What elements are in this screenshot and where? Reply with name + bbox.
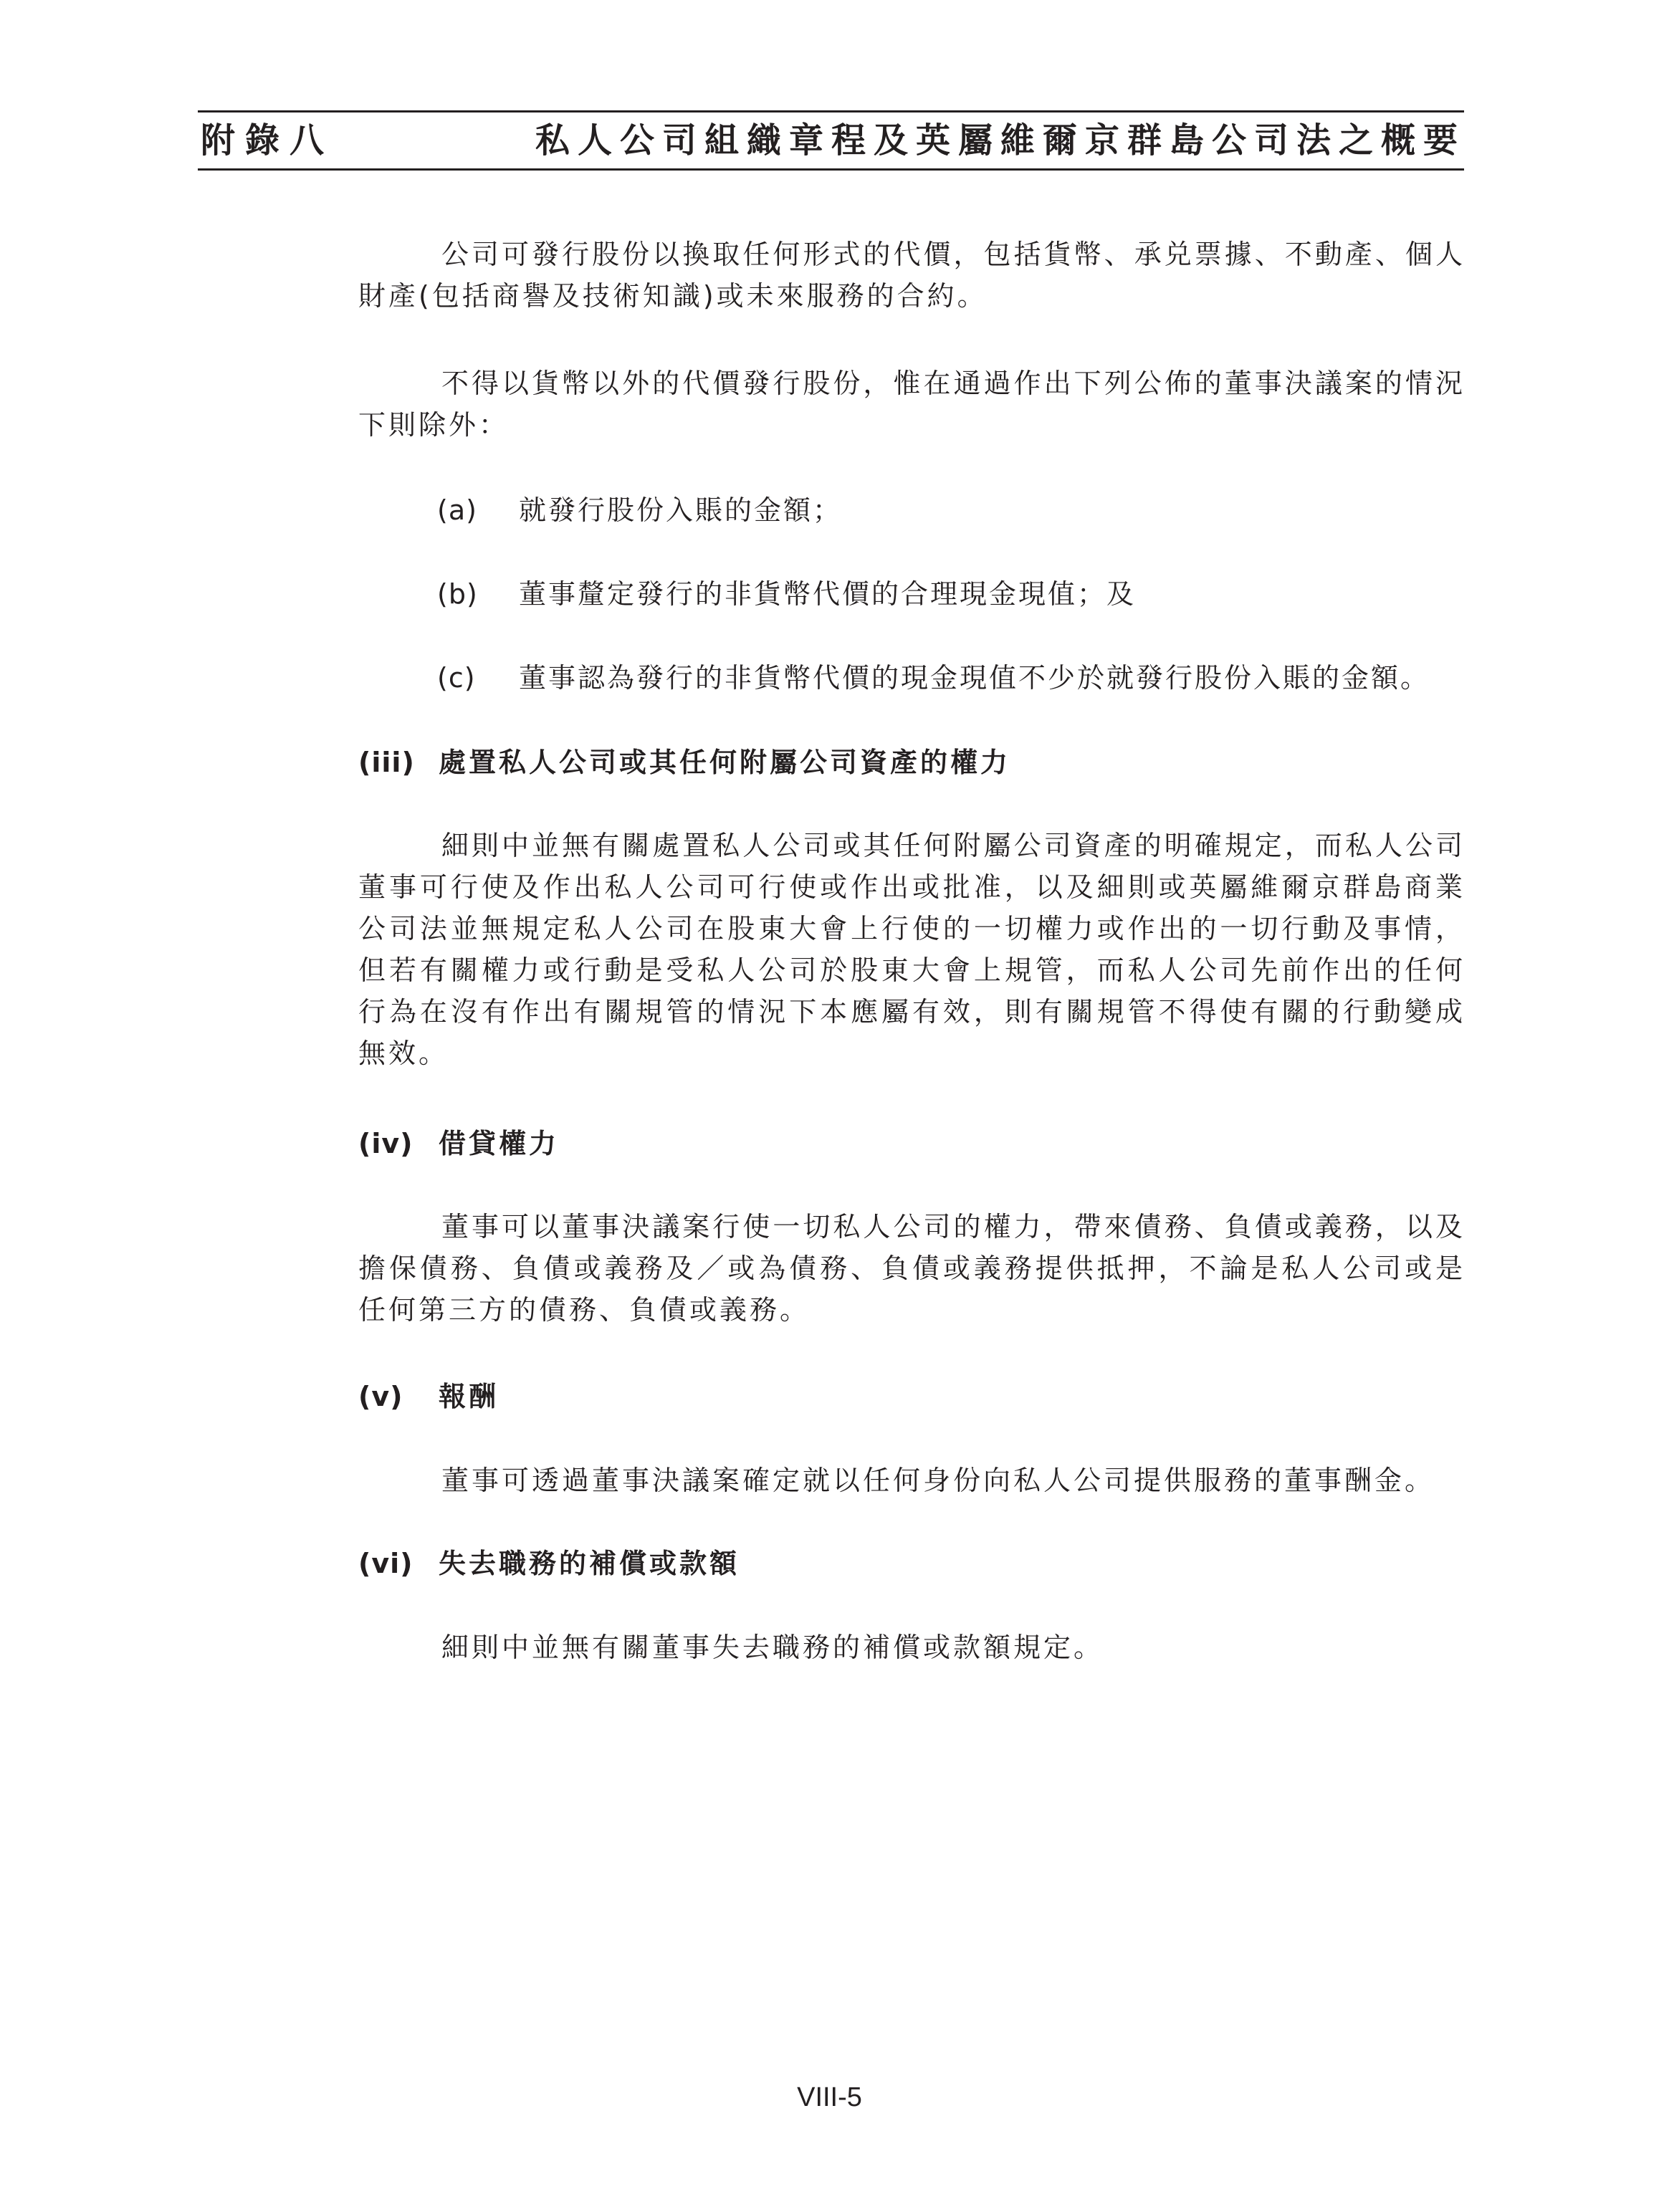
- paragraph-consideration: [358, 234, 1466, 317]
- paragraph-non-cash: [358, 363, 1466, 446]
- section-body-iii: [358, 825, 1466, 1074]
- list-marker: (a): [437, 494, 477, 526]
- section-heading-iv: [358, 1123, 559, 1164]
- paragraph-text: 董事可透過董事決議案確定就以任何身份向私人公司提供服務的董事酬金。: [441, 1465, 1435, 1496]
- list-text: 董事認為發行的非貨幣代價的現金現值不少於就發行股份入賬的金額。: [519, 662, 1430, 694]
- list-item-b: [437, 573, 1469, 615]
- section-number: (vi): [358, 1548, 413, 1579]
- header-rule-bottom: [198, 168, 1464, 171]
- list-text: 就發行股份入賬的金額；: [519, 494, 843, 526]
- list-item-c: [437, 657, 1469, 699]
- header-rule-top: [198, 110, 1464, 112]
- section-body-v: [358, 1460, 1466, 1501]
- page-title: 私人公司組織章程及英屬維爾京群島公司法之概要: [535, 120, 1466, 161]
- section-heading-vi: [358, 1543, 740, 1584]
- section-number: (iv): [358, 1128, 413, 1159]
- paragraph-text: 公司可發行股份以換取任何形式的代價，包括貨幣、承兑票據、不動產、個人財產(包括商譽及技術知識)或未來服務的合約。: [358, 239, 1466, 312]
- paragraph-text: 細則中並無有關董事失去職務的補償或款額規定。: [441, 1632, 1104, 1663]
- section-heading-iii: [358, 742, 1010, 783]
- list-marker: (c): [437, 662, 476, 694]
- paragraph-text: 細則中並無有關處置私人公司或其任何附屬公司資產的明確規定，而私人公司董事可行使及作出私人公司可行使或作出或批准，以及細則或英屬維爾京群島商業公司法並無規定私人公司在股東大會上行使的一切權力或作出的一切行動及事情，但若有關權力或行動是受私人公司於股東大會上規管，而私人公司先前作出的任何行為在沒有作出有關規管的情況下本應屬有效，則有關規管不得使有關的行動變成無效。: [358, 830, 1466, 1069]
- appendix-label: 附錄八: [201, 120, 335, 161]
- section-body-iv: [358, 1206, 1466, 1331]
- section-title: 處置私人公司或其任何附屬公司資產的權力: [439, 747, 1011, 778]
- list-marker: (b): [437, 578, 478, 610]
- paragraph-text: 不得以貨幣以外的代價發行股份，惟在通過作出下列公佈的董事決議案的情況下則除外：: [358, 368, 1466, 441]
- list-item-a: [437, 489, 1469, 531]
- section-body-vi: [358, 1627, 1466, 1668]
- section-title: 借貸權力: [439, 1128, 560, 1159]
- page-number: VIII-5: [797, 2082, 862, 2112]
- paragraph-text: 董事可以董事決議案行使一切私人公司的權力，帶來債務、負債或義務，以及擔保債務、負債或義務及／或為債務、負債或義務提供抵押，不論是私人公司或是任何第三方的債務、負債或義務。: [358, 1211, 1466, 1326]
- section-heading-v: [358, 1376, 499, 1417]
- section-title: 失去職務的補償或款額: [439, 1548, 740, 1579]
- section-title: 報酬: [439, 1381, 499, 1412]
- section-number: (v): [358, 1381, 403, 1412]
- list-text: 董事釐定發行的非貨幣代價的合理現金現值；及: [519, 578, 1137, 610]
- section-number: (iii): [358, 747, 415, 778]
